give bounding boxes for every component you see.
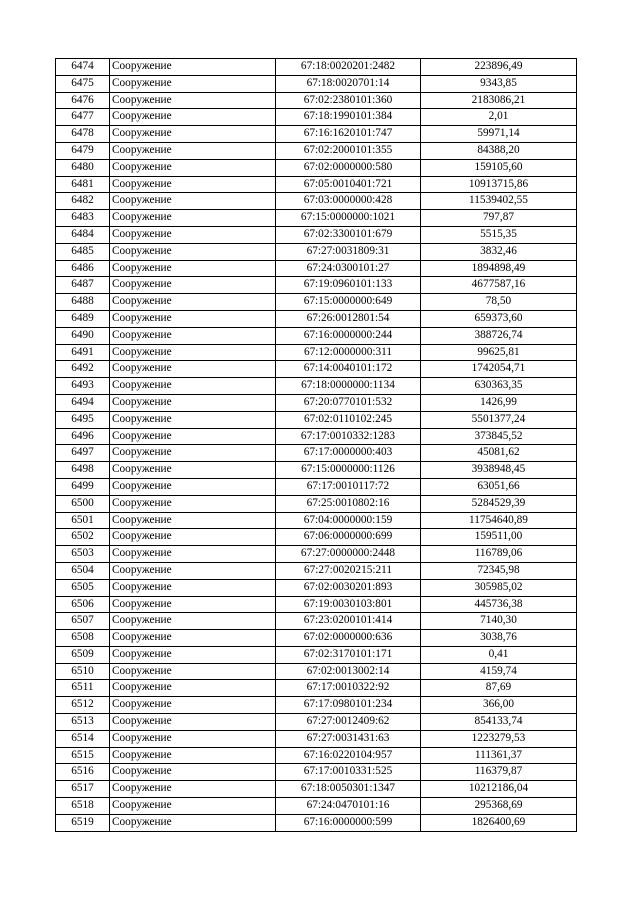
table-row [56,59,577,76]
row-number-cell: 6510 [56,663,110,680]
cadastral-value-cell: 99625,81 [421,344,577,361]
cadastral-value-cell: 5284529,39 [421,495,577,512]
cadastral-value-cell: 11754640,89 [421,512,577,529]
cadastral-number-cell: 67:02:2380101:360 [276,92,421,109]
table-row [56,730,577,747]
cadastral-number-cell: 67:12:0000000:311 [276,344,421,361]
table-row [56,613,577,630]
cadastral-value-cell: 87,69 [421,680,577,697]
object-type-cell: Сооружение [110,512,276,529]
object-type-cell: Сооружение [110,714,276,731]
cadastral-value-cell: 4159,74 [421,663,577,680]
row-number-cell: 6488 [56,294,110,311]
cadastral-number-cell: 67:02:3300101:679 [276,226,421,243]
table-row [56,630,577,647]
table-row [56,478,577,495]
table-row [56,579,577,596]
object-type-cell: Сооружение [110,226,276,243]
cadastral-value-cell: 3938948,45 [421,462,577,479]
cadastral-value-cell: 445736,38 [421,596,577,613]
row-number-cell: 6515 [56,747,110,764]
cadastral-number-cell: 67:27:0031809:31 [276,243,421,260]
row-number-cell: 6495 [56,411,110,428]
object-type-cell: Сооружение [110,260,276,277]
registry-table [55,58,577,832]
table-row [56,260,577,277]
cadastral-number-cell: 67:02:3170101:171 [276,646,421,663]
row-number-cell: 6509 [56,646,110,663]
row-number-cell: 6484 [56,226,110,243]
row-number-cell: 6485 [56,243,110,260]
cadastral-value-cell: 3832,46 [421,243,577,260]
cadastral-value-cell: 797,87 [421,210,577,227]
cadastral-number-cell: 67:17:0010322:92 [276,680,421,697]
row-number-cell: 6496 [56,428,110,445]
cadastral-number-cell: 67:05:0010401:721 [276,176,421,193]
cadastral-value-cell: 7140,30 [421,613,577,630]
cadastral-number-cell: 67:02:0000000:580 [276,159,421,176]
row-number-cell: 6505 [56,579,110,596]
cadastral-value-cell: 2,01 [421,109,577,126]
cadastral-number-cell: 67:16:0000000:599 [276,814,421,831]
cadastral-value-cell: 159511,00 [421,529,577,546]
cadastral-number-cell: 67:18:0020201:2482 [276,59,421,76]
table-row [56,411,577,428]
object-type-cell: Сооружение [110,394,276,411]
table-row [56,159,577,176]
cadastral-number-cell: 67:19:0960101:133 [276,277,421,294]
object-type-cell: Сооружение [110,428,276,445]
object-type-cell: Сооружение [110,697,276,714]
object-type-cell: Сооружение [110,294,276,311]
row-number-cell: 6516 [56,764,110,781]
cadastral-value-cell: 84388,20 [421,142,577,159]
table-row [56,310,577,327]
row-number-cell: 6479 [56,142,110,159]
object-type-cell: Сооружение [110,75,276,92]
table-row [56,764,577,781]
object-type-cell: Сооружение [110,495,276,512]
object-type-cell: Сооружение [110,630,276,647]
cadastral-value-cell: 72345,98 [421,562,577,579]
cadastral-value-cell: 223896,49 [421,59,577,76]
object-type-cell: Сооружение [110,730,276,747]
cadastral-number-cell: 67:02:2000101:355 [276,142,421,159]
cadastral-number-cell: 67:18:0050301:1347 [276,781,421,798]
cadastral-number-cell: 67:18:1990101:384 [276,109,421,126]
cadastral-value-cell: 3038,76 [421,630,577,647]
table-row [56,596,577,613]
object-type-cell: Сооружение [110,310,276,327]
object-type-cell: Сооружение [110,142,276,159]
row-number-cell: 6508 [56,630,110,647]
table-row [56,428,577,445]
row-number-cell: 6483 [56,210,110,227]
object-type-cell: Сооружение [110,378,276,395]
table-row [56,277,577,294]
row-number-cell: 6519 [56,814,110,831]
cadastral-number-cell: 67:04:0000000:159 [276,512,421,529]
object-type-cell: Сооружение [110,680,276,697]
cadastral-number-cell: 67:23:0200101:414 [276,613,421,630]
row-number-cell: 6511 [56,680,110,697]
table-row [56,193,577,210]
row-number-cell: 6517 [56,781,110,798]
object-type-cell: Сооружение [110,462,276,479]
cadastral-value-cell: 5501377,24 [421,411,577,428]
row-number-cell: 6501 [56,512,110,529]
cadastral-value-cell: 4677587,16 [421,277,577,294]
row-number-cell: 6500 [56,495,110,512]
cadastral-value-cell: 295368,69 [421,798,577,815]
cadastral-number-cell: 67:17:0010117:72 [276,478,421,495]
object-type-cell: Сооружение [110,243,276,260]
cadastral-number-cell: 67:02:0030201:893 [276,579,421,596]
cadastral-number-cell: 67:18:0020701:14 [276,75,421,92]
object-type-cell: Сооружение [110,798,276,815]
table-row [56,344,577,361]
object-type-cell: Сооружение [110,344,276,361]
registry-sheet [55,58,576,832]
cadastral-number-cell: 67:26:0012801:54 [276,310,421,327]
object-type-cell: Сооружение [110,781,276,798]
row-number-cell: 6503 [56,546,110,563]
row-number-cell: 6491 [56,344,110,361]
table-row [56,226,577,243]
cadastral-value-cell: 10212186,04 [421,781,577,798]
cadastral-number-cell: 67:16:1620101:747 [276,126,421,143]
object-type-cell: Сооружение [110,327,276,344]
row-number-cell: 6480 [56,159,110,176]
row-number-cell: 6497 [56,445,110,462]
cadastral-value-cell: 373845,52 [421,428,577,445]
registry-table-body [56,59,577,832]
cadastral-number-cell: 67:24:0300101:27 [276,260,421,277]
row-number-cell: 6498 [56,462,110,479]
object-type-cell: Сооружение [110,529,276,546]
cadastral-number-cell: 67:02:0013002:14 [276,663,421,680]
cadastral-value-cell: 854133,74 [421,714,577,731]
table-row [56,646,577,663]
object-type-cell: Сооружение [110,277,276,294]
table-row [56,714,577,731]
cadastral-number-cell: 67:15:0000000:1021 [276,210,421,227]
table-row [56,327,577,344]
table-row [56,546,577,563]
table-row [56,361,577,378]
row-number-cell: 6481 [56,176,110,193]
row-number-cell: 6492 [56,361,110,378]
cadastral-number-cell: 67:27:0000000:2448 [276,546,421,563]
cadastral-value-cell: 10913715,86 [421,176,577,193]
table-row [56,512,577,529]
object-type-cell: Сооружение [110,579,276,596]
table-row [56,92,577,109]
row-number-cell: 6512 [56,697,110,714]
object-type-cell: Сооружение [110,109,276,126]
table-row [56,663,577,680]
cadastral-number-cell: 67:25:0010802:16 [276,495,421,512]
object-type-cell: Сооружение [110,176,276,193]
cadastral-number-cell: 67:16:0000000:244 [276,327,421,344]
object-type-cell: Сооружение [110,210,276,227]
cadastral-value-cell: 630363,35 [421,378,577,395]
cadastral-value-cell: 5515,35 [421,226,577,243]
object-type-cell: Сооружение [110,126,276,143]
table-row [56,747,577,764]
table-row [56,378,577,395]
row-number-cell: 6513 [56,714,110,731]
object-type-cell: Сооружение [110,663,276,680]
cadastral-value-cell: 0,41 [421,646,577,663]
row-number-cell: 6487 [56,277,110,294]
table-row [56,210,577,227]
object-type-cell: Сооружение [110,646,276,663]
row-number-cell: 6514 [56,730,110,747]
row-number-cell: 6507 [56,613,110,630]
cadastral-value-cell: 388726,74 [421,327,577,344]
cadastral-value-cell: 11539402,55 [421,193,577,210]
cadastral-number-cell: 67:15:0000000:1126 [276,462,421,479]
cadastral-value-cell: 45081,62 [421,445,577,462]
cadastral-number-cell: 67:18:0000000:1134 [276,378,421,395]
row-number-cell: 6499 [56,478,110,495]
row-number-cell: 6482 [56,193,110,210]
table-row [56,814,577,831]
row-number-cell: 6478 [56,126,110,143]
object-type-cell: Сооружение [110,159,276,176]
table-row [56,529,577,546]
row-number-cell: 6474 [56,59,110,76]
cadastral-number-cell: 67:27:0031431:63 [276,730,421,747]
row-number-cell: 6486 [56,260,110,277]
table-row [56,142,577,159]
table-row [56,445,577,462]
cadastral-value-cell: 159105,60 [421,159,577,176]
cadastral-value-cell: 659373,60 [421,310,577,327]
cadastral-value-cell: 9343,85 [421,75,577,92]
object-type-cell: Сооружение [110,411,276,428]
object-type-cell: Сооружение [110,747,276,764]
row-number-cell: 6502 [56,529,110,546]
cadastral-number-cell: 67:17:0980101:234 [276,697,421,714]
cadastral-value-cell: 1742054,71 [421,361,577,378]
cadastral-value-cell: 1894898,49 [421,260,577,277]
object-type-cell: Сооружение [110,562,276,579]
cadastral-number-cell: 67:17:0010331:525 [276,764,421,781]
object-type-cell: Сооружение [110,92,276,109]
cadastral-number-cell: 67:03:0000000:428 [276,193,421,210]
cadastral-number-cell: 67:17:0000000:403 [276,445,421,462]
table-row [56,495,577,512]
cadastral-value-cell: 59971,14 [421,126,577,143]
cadastral-number-cell: 67:15:0000000:649 [276,294,421,311]
row-number-cell: 6506 [56,596,110,613]
cadastral-number-cell: 67:02:0110102:245 [276,411,421,428]
object-type-cell: Сооружение [110,814,276,831]
table-row [56,562,577,579]
object-type-cell: Сооружение [110,546,276,563]
object-type-cell: Сооружение [110,59,276,76]
row-number-cell: 6494 [56,394,110,411]
table-row [56,697,577,714]
cadastral-number-cell: 67:20:0770101:532 [276,394,421,411]
row-number-cell: 6489 [56,310,110,327]
table-row [56,294,577,311]
object-type-cell: Сооружение [110,361,276,378]
table-row [56,680,577,697]
cadastral-value-cell: 366,00 [421,697,577,714]
object-type-cell: Сооружение [110,193,276,210]
cadastral-number-cell: 67:27:0012409:62 [276,714,421,731]
cadastral-value-cell: 305985,02 [421,579,577,596]
cadastral-value-cell: 1223279,53 [421,730,577,747]
cadastral-number-cell: 67:24:0470101:16 [276,798,421,815]
cadastral-number-cell: 67:19:0030103:801 [276,596,421,613]
cadastral-number-cell: 67:17:0010332:1283 [276,428,421,445]
table-row [56,798,577,815]
row-number-cell: 6477 [56,109,110,126]
cadastral-value-cell: 111361,37 [421,747,577,764]
table-row [56,781,577,798]
cadastral-value-cell: 1426,99 [421,394,577,411]
cadastral-value-cell: 116379,87 [421,764,577,781]
cadastral-value-cell: 1826400,69 [421,814,577,831]
table-row [56,176,577,193]
table-row [56,75,577,92]
cadastral-number-cell: 67:16:0220104:957 [276,747,421,764]
object-type-cell: Сооружение [110,445,276,462]
table-row [56,394,577,411]
row-number-cell: 6518 [56,798,110,815]
cadastral-number-cell: 67:02:0000000:636 [276,630,421,647]
table-row [56,126,577,143]
row-number-cell: 6490 [56,327,110,344]
cadastral-number-cell: 67:27:0020215:211 [276,562,421,579]
table-row [56,109,577,126]
row-number-cell: 6475 [56,75,110,92]
object-type-cell: Сооружение [110,596,276,613]
table-row [56,462,577,479]
row-number-cell: 6476 [56,92,110,109]
cadastral-number-cell: 67:06:0000000:699 [276,529,421,546]
row-number-cell: 6504 [56,562,110,579]
row-number-cell: 6493 [56,378,110,395]
object-type-cell: Сооружение [110,478,276,495]
cadastral-value-cell: 116789,06 [421,546,577,563]
object-type-cell: Сооружение [110,764,276,781]
object-type-cell: Сооружение [110,613,276,630]
cadastral-value-cell: 2183086,21 [421,92,577,109]
table-row [56,243,577,260]
cadastral-value-cell: 78,50 [421,294,577,311]
cadastral-number-cell: 67:14:0040101:172 [276,361,421,378]
cadastral-value-cell: 63051,66 [421,478,577,495]
